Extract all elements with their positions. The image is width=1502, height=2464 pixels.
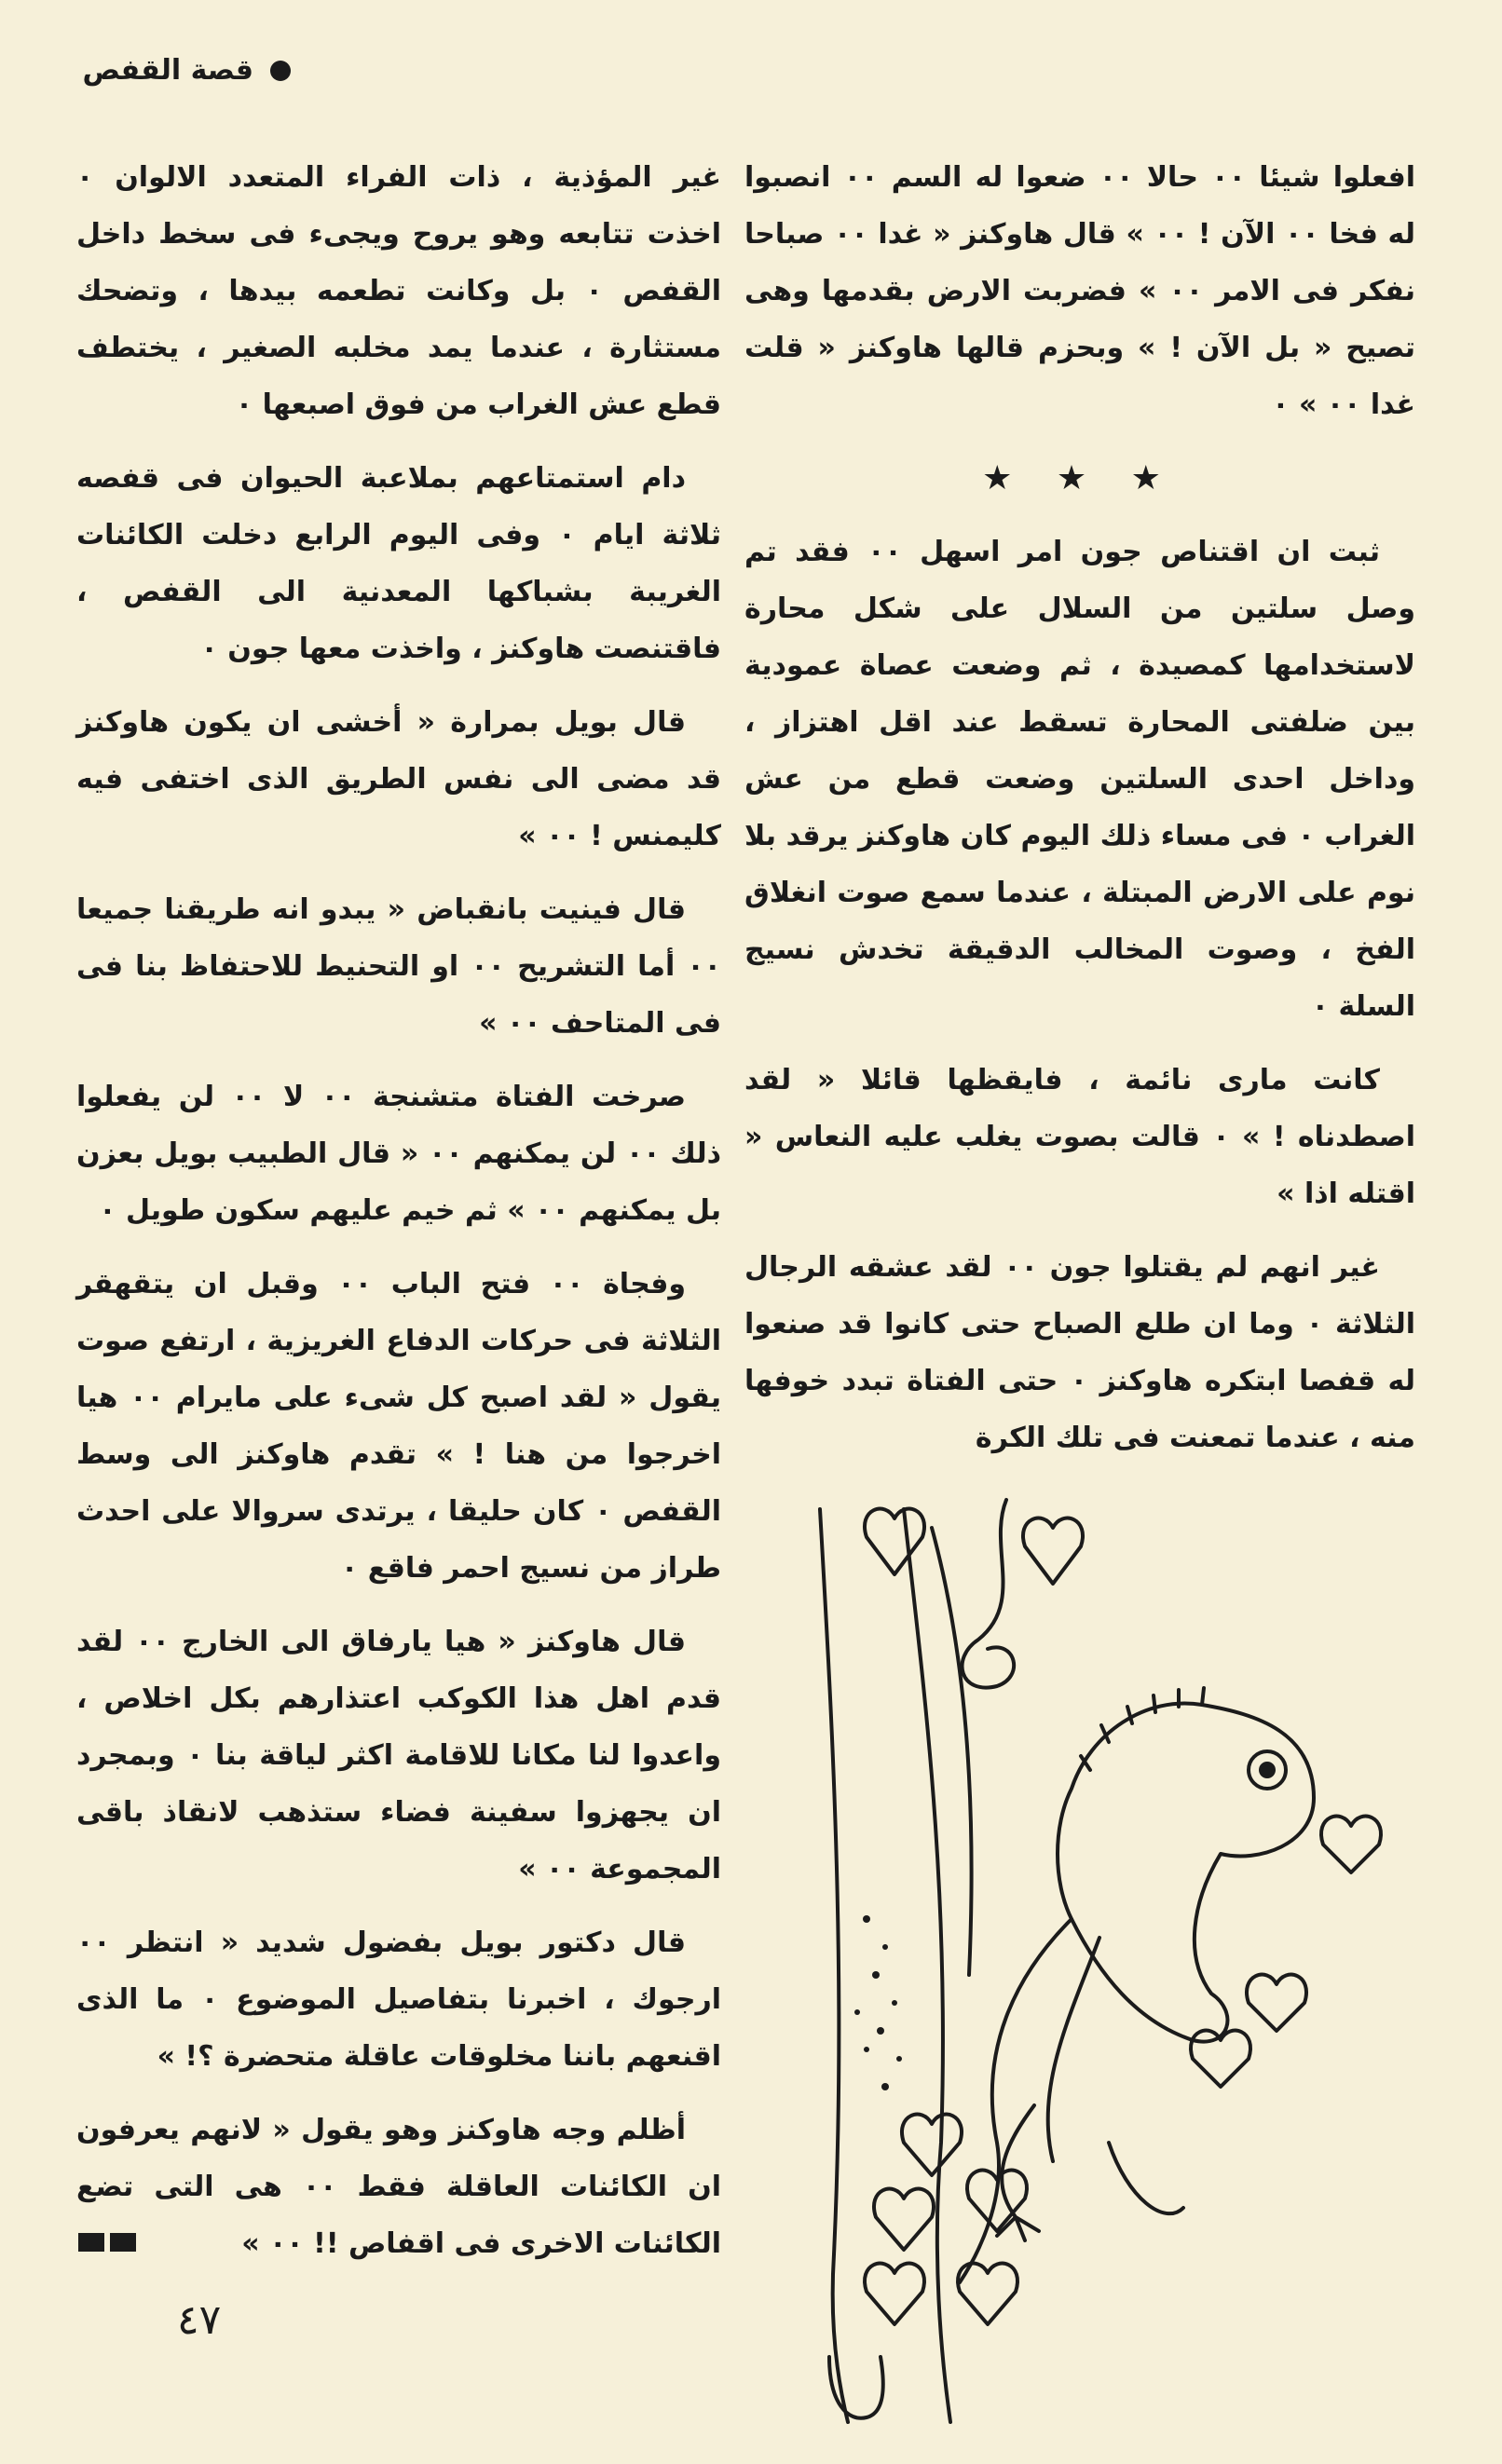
creature-pupil	[1261, 1763, 1274, 1777]
stalk-outline	[904, 1509, 950, 2422]
page-header	[67, 54, 291, 87]
paragraph: قال هاوكنز « هيا يارفاق الى الخارج ٠٠ لقد قدم اهل هذا الكوكب اعتذارهم بكل اخلاص ، واعدوا لنا مكانا للاقامة اكثر لياقة بنا ٠ وبمجرد ان يجهزوا سفينة فضاء ستذهب لانقاذ باقى المجموعة ٠٠ »	[76, 1626, 721, 1885]
creature-tail	[960, 1919, 1072, 2282]
vine-line	[932, 1528, 972, 1975]
left-text-column	[76, 149, 721, 2289]
paragraph: صرخت الفتاة متشنجة ٠٠ لا ٠٠ لن يفعلوا ذلك ٠٠ لن يمكنهم ٠٠ « قال الطبيب بويل بعزن بل يمكنهم ٠٠ » ثم خيم عليهم سكون طويل ٠	[76, 1081, 721, 1227]
paragraph: افعلوا شيئا ٠٠ حالا ٠٠ ضعوا له السم ٠٠ انصبوا له فخا ٠٠ الآن ! ٠٠ » قال هاوكنز « غدا ٠٠ صباحا نفكر فى الامر ٠٠ » فضربت الارض بقدمها وهى تصيح « بل الآن ! » وبحزم قالها هاوكنز « قلت غدا ٠٠ » ٠	[744, 161, 1415, 421]
paragraph: قال فينيت بانقباض « يبدو انه طريقنا جميعا ٠٠ أما التشريح ٠٠ او التحنيط للاحتفاظ بنا فى فى المتاحف ٠٠ »	[76, 893, 721, 1040]
paragraph: دام استمتاعهم بملاعبة الحيوان فى قفصه ثلاثة ايام ٠ وفى اليوم الرابع دخلت الكائنات الغريبة بشباكها المعدنية الى القفص ، فاقتنصت هاوكنز ، واخذت معها جون ٠	[76, 462, 721, 665]
heart-icon	[865, 1509, 924, 1574]
creature-leg	[1048, 1938, 1183, 2213]
creature-illustration	[792, 1491, 1444, 2431]
end-of-story-mark	[76, 2233, 136, 2252]
paragraph: قال بويل بمرارة « أخشى ان يكون هاوكنز قد مضى الى نفس الطريق الذى اختفى فيه كليمنس ! ٠٠ »	[76, 706, 721, 852]
paragraph: وفجاة ٠٠ فتح الباب ٠٠ وقبل ان يتقهقر الثلاثة فى حركات الدفاع الغريزية ، ارتفع صوت يقول « لقد اصبح كل شىء على مايرام ٠٠ هيا اخرجوا من هنا ! » تقدم هاوكنز الى وسط القفص ٠ كان حليقا ، يرتدى سروالا على احدث طراز من نسيج احمر فاقع ٠	[76, 1268, 721, 1585]
paragraph: كانت مارى نائمة ، فايقظها قائلا « لقد اصطدناه ! » ٠ قالت بصوت يغلب عليه النعاس « اقتله اذا »	[744, 1064, 1415, 1210]
heart-icon	[1023, 1518, 1083, 1584]
story-title: قصة القفص	[82, 54, 253, 87]
heart-icon	[1191, 2031, 1250, 2087]
heart-icon	[1247, 1975, 1306, 2031]
heart-icon	[874, 2189, 934, 2250]
paragraph: ثبت ان اقتناص جون امر اسهل ٠٠ فقد تم وصل سلتين من السلال على شكل محارة لاستخدامها كمصيدة ، ثم وضعت عصاة عمودية بين ضلفتى المحارة تسقط عند اقل اهتزاز ، وداخل احدى السلتين وضعت قطع من عش الغراب ٠ فى مساء ذلك اليوم كان هاوكنز يرقد بلا نوم على الارض المبتلة ، عندما سمع صوت انغلاق الفخ ، وصوت المخالب الدقيقة تخدش نسيج السلة ٠	[744, 536, 1415, 1023]
bullet-icon	[270, 61, 291, 81]
tendril	[963, 1500, 1015, 1688]
paragraph: قال دكتور بويل بفضول شديد « انتظر ٠٠ ارجوك ، اخبرنا بتفاصيل الموضوع ٠ ما الذى اقنعهم باننا مخلوقات عاقلة متحضرة ؟! »	[76, 1926, 722, 2073]
right-text-column	[744, 149, 1415, 1483]
paragraph: أظلم وجه هاوكنز وهو يقول « لانهم يعرفون ان الكائنات العاقلة فقط ٠٠ هى التى تضع الكائنات الاخرى فى اقفاص !! ٠٠ »	[76, 2114, 721, 2260]
page-number: ٤٧	[177, 2296, 222, 2344]
section-separator: ★ ★ ★	[982, 459, 1178, 497]
paragraph: غير انهم لم يقتلوا جون ٠٠ لقد عشقه الرجال الثلاثة ٠ وما ان طلع الصباح حتى كانوا قد صنعوا له قفصا ابتكره هاوكنز ٠ حتى الفتاة تبدد خوفها منه ، عندما تمعنت فى تلك الكرة	[744, 1251, 1415, 1454]
stalk-outline	[820, 1509, 848, 2422]
stalk-dots	[854, 1915, 902, 2090]
heart-icon	[902, 2115, 962, 2175]
paragraph: غير المؤذية ، ذات الفراء المتعدد الالوان ٠ اخذت تتابعه وهو يروح ويجىء فى سخط داخل القفص ٠ بل وكانت تطعمه بيدها ، وتضحك مستثارة ، عندما يمد مخلبه الصغير ، يختطف قطع عش الغراب من فوق اصبعها ٠	[76, 161, 721, 421]
creature-spikes	[1081, 1688, 1204, 1770]
heart-icon	[865, 2264, 924, 2324]
heart-icon	[1321, 1817, 1381, 1872]
